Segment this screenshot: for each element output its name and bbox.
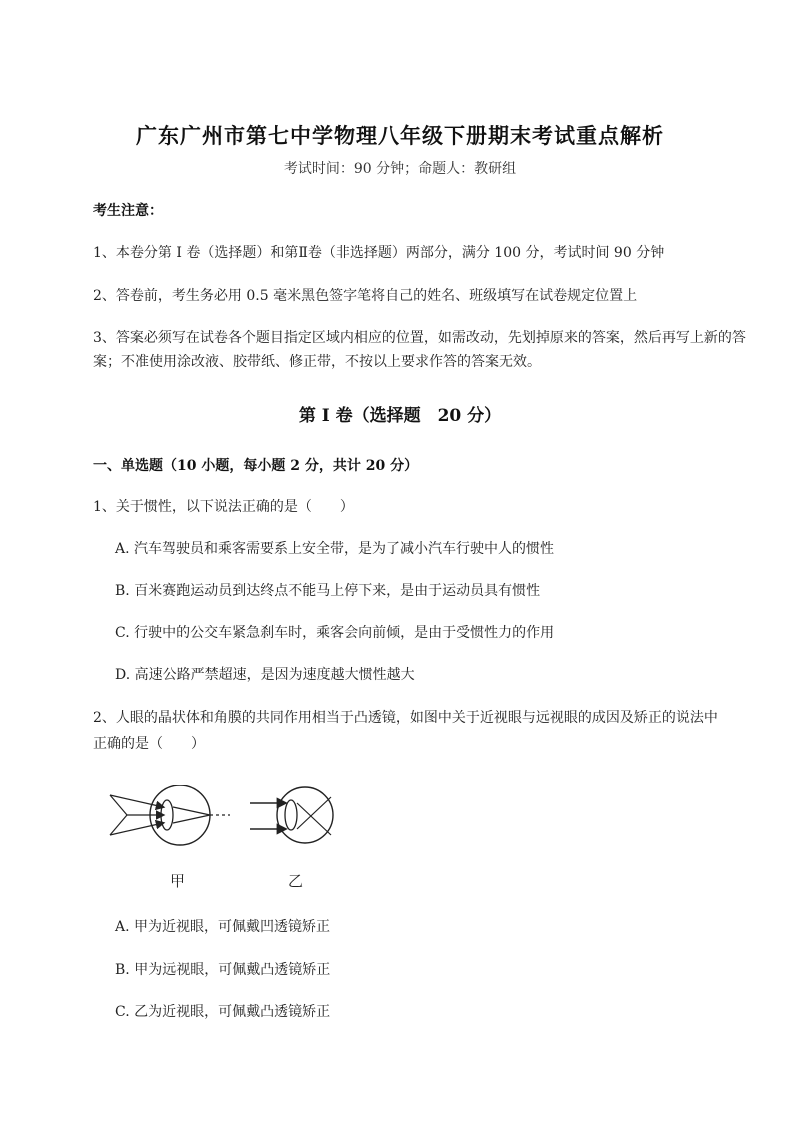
notice-item: 1、本卷分第 I 卷（选择题）和第Ⅱ卷（非选择题）两部分，满分 100 分，考试时间 90 分钟 bbox=[93, 245, 665, 261]
question-option: B. 甲为远视眼，可佩戴凸透镜矫正 bbox=[115, 962, 331, 978]
question-stem: 1、关于惯性，以下说法正确的是（ ） bbox=[93, 499, 354, 515]
section-title: 第 I 卷（选择题 20 分） bbox=[298, 406, 502, 426]
figure-label-yi: 乙 bbox=[288, 872, 304, 890]
question-option: A. 汽车驾驶员和乘客需要系上安全带，是为了减小汽车行驶中人的惯性 bbox=[115, 541, 555, 557]
figure-label-jia: 甲 bbox=[170, 872, 186, 890]
eye-diagram bbox=[105, 785, 335, 895]
question-option: C. 行驶中的公交车紧急刹车时，乘客会向前倾，是由于受惯性力的作用 bbox=[115, 625, 555, 641]
eye-jia bbox=[110, 785, 230, 845]
notice-item: 3、答案必须写在试卷各个题目指定区域内相应的位置，如需改动，先划掉原来的答案，然后再写上新的答案；不准使用涂改液、胶带纸、修正带，不按以上要求作答的答案无效。 bbox=[93, 330, 746, 370]
notice-heading: 考生注意： bbox=[93, 203, 163, 219]
eye-yi bbox=[250, 787, 333, 843]
question-option: A. 甲为近视眼，可佩戴凹透镜矫正 bbox=[115, 919, 331, 935]
question-option: C. 乙为近视眼，可佩戴凸透镜矫正 bbox=[115, 1004, 331, 1020]
question-stem-continued: 正确的是（ ） bbox=[93, 736, 205, 752]
question-option: D. 高速公路严禁超速，是因为速度越大惯性越大 bbox=[115, 667, 415, 683]
notice-item: 2、答卷前，考生务必用 0.5 毫米黑色签字笔将自己的姓名、班级填写在试卷规定位置上 bbox=[93, 288, 638, 304]
question-stem: 2、人眼的晶状体和角膜的共同作用相当于凸透镜，如图中关于近视眼与远视眼的成因及矫正的说法中 bbox=[93, 710, 718, 726]
exam-info: 考试时间：90 分钟；命题人：教研组 bbox=[283, 161, 517, 177]
page-title: 广东广州市第七中学物理八年级下册期末考试重点解析 bbox=[136, 123, 664, 148]
question-option: B. 百米赛跑运动员到达终点不能马上停下来，是由于运动员具有惯性 bbox=[115, 583, 541, 599]
part-heading: 一、单选题（10 小题，每小题 2 分，共计 20 分） bbox=[93, 458, 419, 474]
eye-diagram-svg bbox=[105, 785, 335, 865]
